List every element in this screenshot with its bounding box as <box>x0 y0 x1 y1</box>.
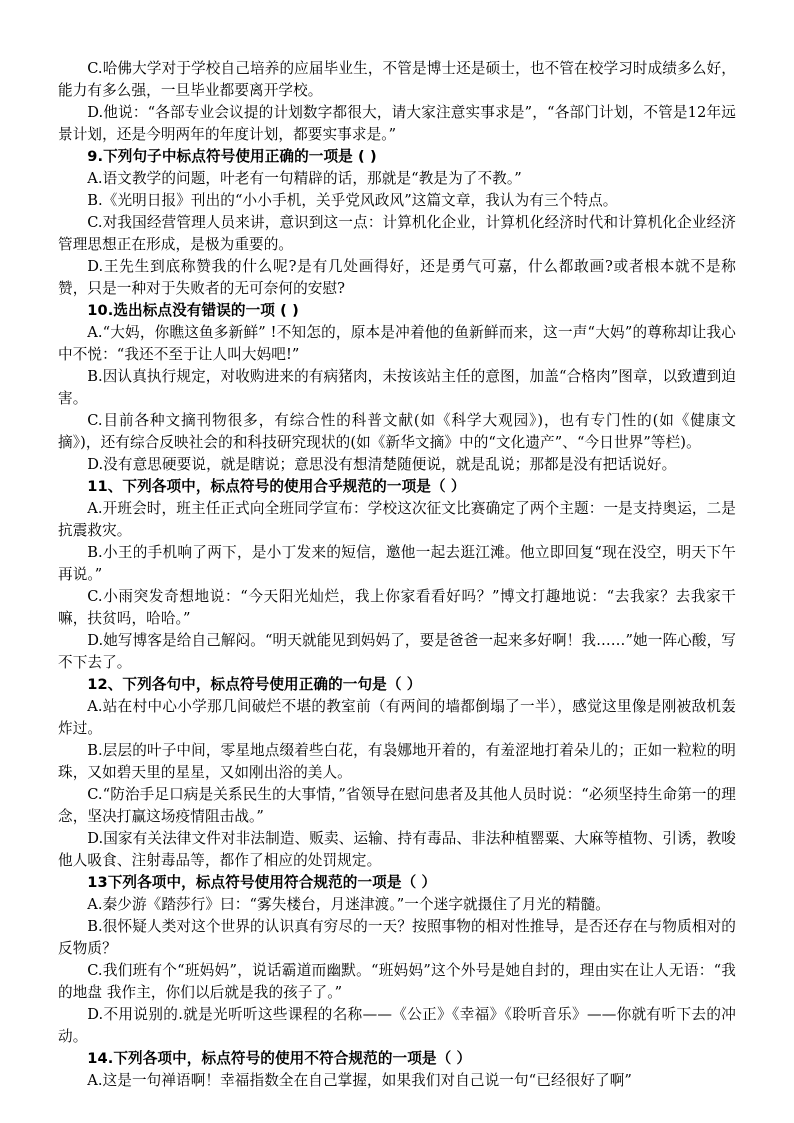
question-13: 13下列各项中，标点符号使用符合规范的一项是（ ） <box>87 874 437 891</box>
question-11-option-c: C.小雨突发奇想地说：“今天阳光灿烂，我上你家看看好吗？”博文打趣地说：“去我家？去我家干嘛，扶贫吗，哈哈。” <box>58 588 736 627</box>
question-12-option-c: C.“防治手足口病是关系民生的大事情，”省领导在慰问患者及其他人员时说：“必须坚持生命第一的理念，坚决打赢这场疫情阻击战。” <box>58 786 736 825</box>
question-10-option-b: B.因认真执行规定，对收购进来的有病猪肉，未按该站主任的意图，加盖“合格肉”图章，以致遭到迫害。 <box>58 368 736 407</box>
question-13-option-a: A.秦少游《踏莎行》曰：“雾失楼台，月迷津渡。”一个迷字就摄住了月光的精髓。 <box>87 896 610 913</box>
question-13-option-b: B.很怀疑人类对这个世界的认识真有穷尽的一天？按照事物的相对性推导，是否还存在与物质相对的反物质？ <box>58 918 736 957</box>
question-12-option-a: A.站在村中心小学那几间破烂不堪的教室前（有两间的墙都倒塌了一半），感觉这里像是刚被敌机轰炸过。 <box>58 698 736 737</box>
question-11-option-d: D.她写博客是给自己解闷。“明天就能见到妈妈了，要是爸爸一起来多好啊！我……”她一阵心酸，写不下去了。 <box>58 632 736 671</box>
question-10-option-c: C.目前各种文摘刊物很多，有综合性的科普文献(如《科学大观园》)，也有专门性的(如《健康文摘》)，还有综合反映社会的和科技研究现状的(如《新华文摘》中的“文化遗产”、“今日世界”等栏)。 <box>58 412 736 451</box>
question-14-option-a: A.这是一句禅语啊！幸福指数全在自己掌握，如果我们对自己说一句“已经很好了啊” <box>87 1072 632 1089</box>
question-9-option-b: B.《光明日报》刊出的“小小手机，关乎党风政风”这篇文章，我认为有三个特点。 <box>87 192 618 209</box>
question-12-option-b: B.层层的叶子中间，零星地点缀着些白花，有袅娜地开着的，有羞涩地打着朵儿的；正如一粒粒的明珠，又如碧天里的星星，又如刚出浴的美人。 <box>58 742 736 781</box>
question-14: 14.下列各项中，标点符号的使用不符合规范的一项是（ ） <box>87 1050 472 1067</box>
question-13-option-d: D.不用说别的.就是光听听这些课程的名称——《公正》《幸福》《聆听音乐》——你就有听下去的冲动。 <box>58 1006 736 1045</box>
question-13-option-c: C.我们班有个“班妈妈”，说话霸道而幽默。“班妈妈”这个外号是她自封的，理由实在让人无语：“我的地盘 我作主，你们以后就是我的孩子了。” <box>58 962 736 1001</box>
question-10-option-a: A.“大妈，你瞧这鱼多新鲜” !不知怎的，原本是冲着他的鱼新鲜而来，这一声“大妈”的尊称却让我心中不悦：“我还不至于让人叫大妈吧!” <box>58 324 736 363</box>
question-9-option-c: C.对我国经营管理人员来讲，意识到这一点：计算机化企业，计算机化经济时代和计算机化企业经济管理思想正在形成，是极为重要的。 <box>58 214 736 253</box>
option-c-prev: C.哈佛大学对于学校自己培养的应届毕业生，不管是博士还是硕士，也不管在校学习时成绩多么好，能力有多么强，一旦毕业都要离开学校。 <box>58 60 736 99</box>
question-9-option-d: D.王先生到底称赞我的什么呢?是有几处画得好，还是勇气可嘉，什么都敢画?或者根本就不是称赞，只是一种对于失败者的无可奈何的安慰? <box>58 258 736 297</box>
question-10-option-d: D.没有意思硬要说，就是瞎说；意思没有想清楚随便说，就是乱说；那都是没有把话说好。 <box>87 456 677 473</box>
question-12: 12、下列各句中，标点符号使用正确的一句是（ ） <box>87 676 422 693</box>
question-9-option-a: A.语文教学的问题，叶老有一句精辟的话，那就是“教是为了不教。” <box>87 170 522 187</box>
option-d-prev: D.他说：“各部专业会议提的计划数字都很大，请大家注意实事求是”，“各部门计划，不管是12年远景计划，还是今明两年的年度计划，都要实事求是。” <box>58 104 736 143</box>
question-10: 10.选出标点没有错误的一项 ( ) <box>87 302 299 319</box>
question-11-option-a: A.开班会时，班主任正式向全班同学宣布：学校这次征文比赛确定了两个主题：一是支持奥运，二是抗震救灾。 <box>58 500 736 539</box>
question-9: 9.下列句子中标点符号使用正确的一项是 ( ) <box>87 148 377 165</box>
question-12-option-d: D.国家有关法律文件对非法制造、贩卖、运输、持有毒品、非法种植罂粟、大麻等植物、引诱，教唆他人吸食、注射毒品等，都作了相应的处罚规定。 <box>58 830 736 869</box>
question-11-option-b: B.小王的手机响了两下，是小丁发来的短信，邀他一起去逛江滩。他立即回复“现在没空，明天下午再说。” <box>58 544 736 583</box>
question-11: 11、下列各项中，标点符号的使用合乎规范的一项是（ ） <box>87 478 466 495</box>
